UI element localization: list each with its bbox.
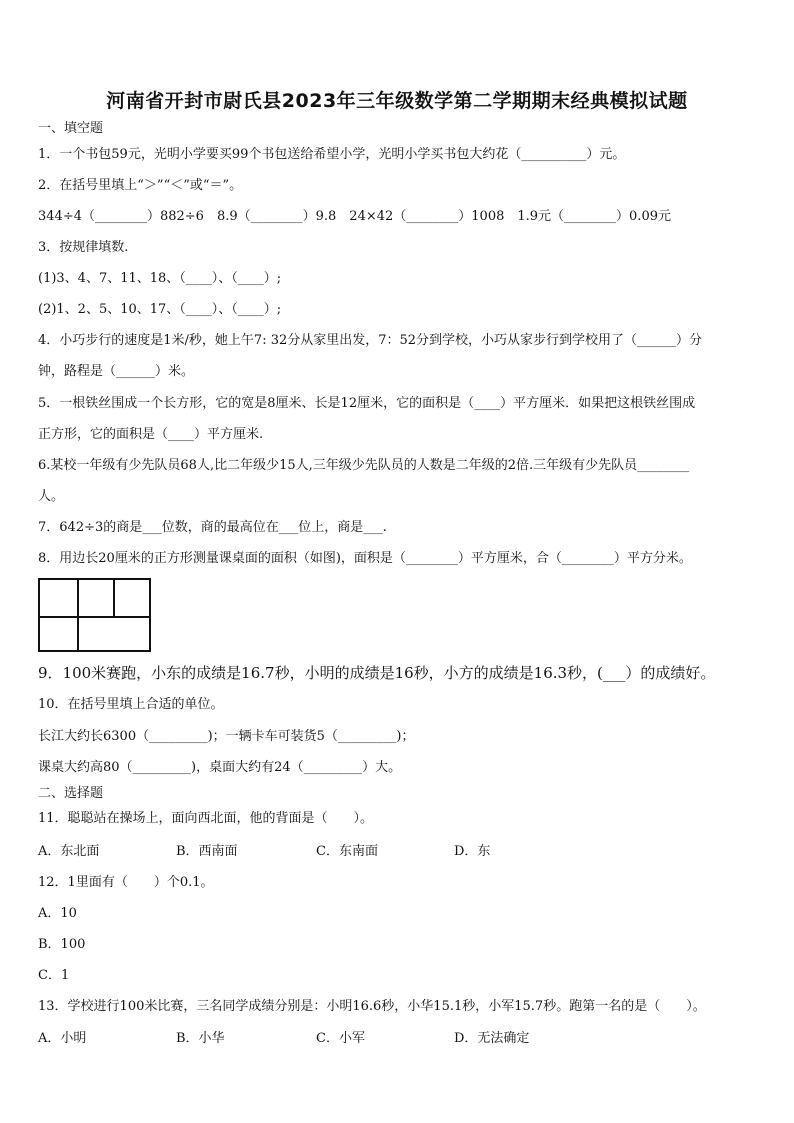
question-6-line-1: 6.某校一年级有少先队员68人,比二年级少15人,三年级少先队员的人数是二年级的2倍.三年级有少先队员________ — [38, 458, 690, 473]
question-1: 1．一个书包59元，光明小学要买99个书包送给希望小学，光明小学买书包大约花（__________）元。 — [38, 147, 626, 162]
question-10: 10．在括号里填上合适的单位。 — [38, 697, 224, 712]
option-11-b: B．西南面 — [176, 844, 238, 859]
page-title: 河南省开封市尉氏县2023年三年级数学第二学期期末经典模拟试题 — [106, 90, 688, 112]
question-6-line-2: 人。 — [38, 489, 65, 504]
question-2: 2．在括号里填上“＞”“＜”或“＝”。 — [38, 178, 243, 193]
question-13: 13．学校进行100米比赛，三名同学成绩分别是：小明16.6秒，小华15.1秒，小军15.7秒。跑第一名的是（ ）。 — [38, 999, 706, 1014]
section-heading-multiple-choice: 二、选择题 — [38, 786, 104, 801]
tiling-figure — [38, 578, 151, 652]
section-heading-fill-in: 一、填空题 — [38, 121, 104, 136]
option-12-c: C．1 — [38, 968, 70, 983]
option-13-b: B．小华 — [176, 1031, 225, 1046]
question-3: 3．按规律填数. — [38, 240, 129, 255]
option-11-d: D．东 — [454, 844, 491, 859]
question-9: 9．100米赛跑，小东的成绩是16.7秒，小明的成绩是16秒，小方的成绩是16.3秒，(___）的成绩好。 — [38, 664, 716, 682]
figure-line — [77, 616, 79, 650]
question-12: 12．1里面有（ ）个0.1。 — [38, 875, 214, 890]
question-3-part-2: (2)1、2、5、10、17、（____）、（____）; — [38, 302, 282, 317]
question-7: 7．642÷3的商是___位数，商的最高位在___位上，商是___. — [38, 520, 387, 535]
option-12-a: A．10 — [38, 906, 77, 921]
option-13-c: C．小军 — [316, 1031, 365, 1046]
option-12-b: B．100 — [38, 937, 86, 952]
option-11-a: A．东北面 — [38, 844, 100, 859]
figure-line — [113, 580, 115, 616]
option-13-d: D．无法确定 — [454, 1031, 530, 1046]
question-10-part-2: 课桌大约高80（_________)，桌面大约有24（_________）大。 — [38, 760, 402, 775]
question-4-line-2: 钟，路程是（______）米。 — [38, 364, 195, 379]
question-11: 11．聪聪站在操场上，面向西北面，他的背面是（ ）。 — [38, 811, 374, 826]
question-3-part-1: (1)3、4、7、11、18、（____）、（____）; — [38, 271, 282, 286]
question-10-part-1: 长江大约长6300（_________)；一辆卡车可装货5（_________)； — [38, 729, 415, 744]
question-5-line-1: 5．一根铁丝围成一个长方形，它的宽是8厘米、长是12厘米，它的面积是（____）平方厘米．如果把这根铁丝围成 — [38, 396, 696, 411]
question-2-items: 344÷4（________）882÷6 8.9（________）9.8 24×42（________）1008 1.9元（________）0.09元 — [38, 209, 671, 224]
option-13-a: A．小明 — [38, 1031, 87, 1046]
question-4-line-1: 4．小巧步行的速度是1米/秒，她上午7: 32分从家里出发，7：52分到学校，小巧从家步行到学校用了（______）分 — [38, 333, 703, 348]
figure-line — [77, 580, 79, 616]
question-5-line-2: 正方形，它的面积是（____）平方厘米. — [38, 427, 264, 442]
figure-line — [40, 616, 149, 618]
question-8: 8．用边长20厘米的正方形测量课桌面的面积（如图)，面积是（________）平方厘米，合（________）平方分米。 — [38, 551, 692, 566]
option-11-c: C．东南面 — [316, 844, 378, 859]
